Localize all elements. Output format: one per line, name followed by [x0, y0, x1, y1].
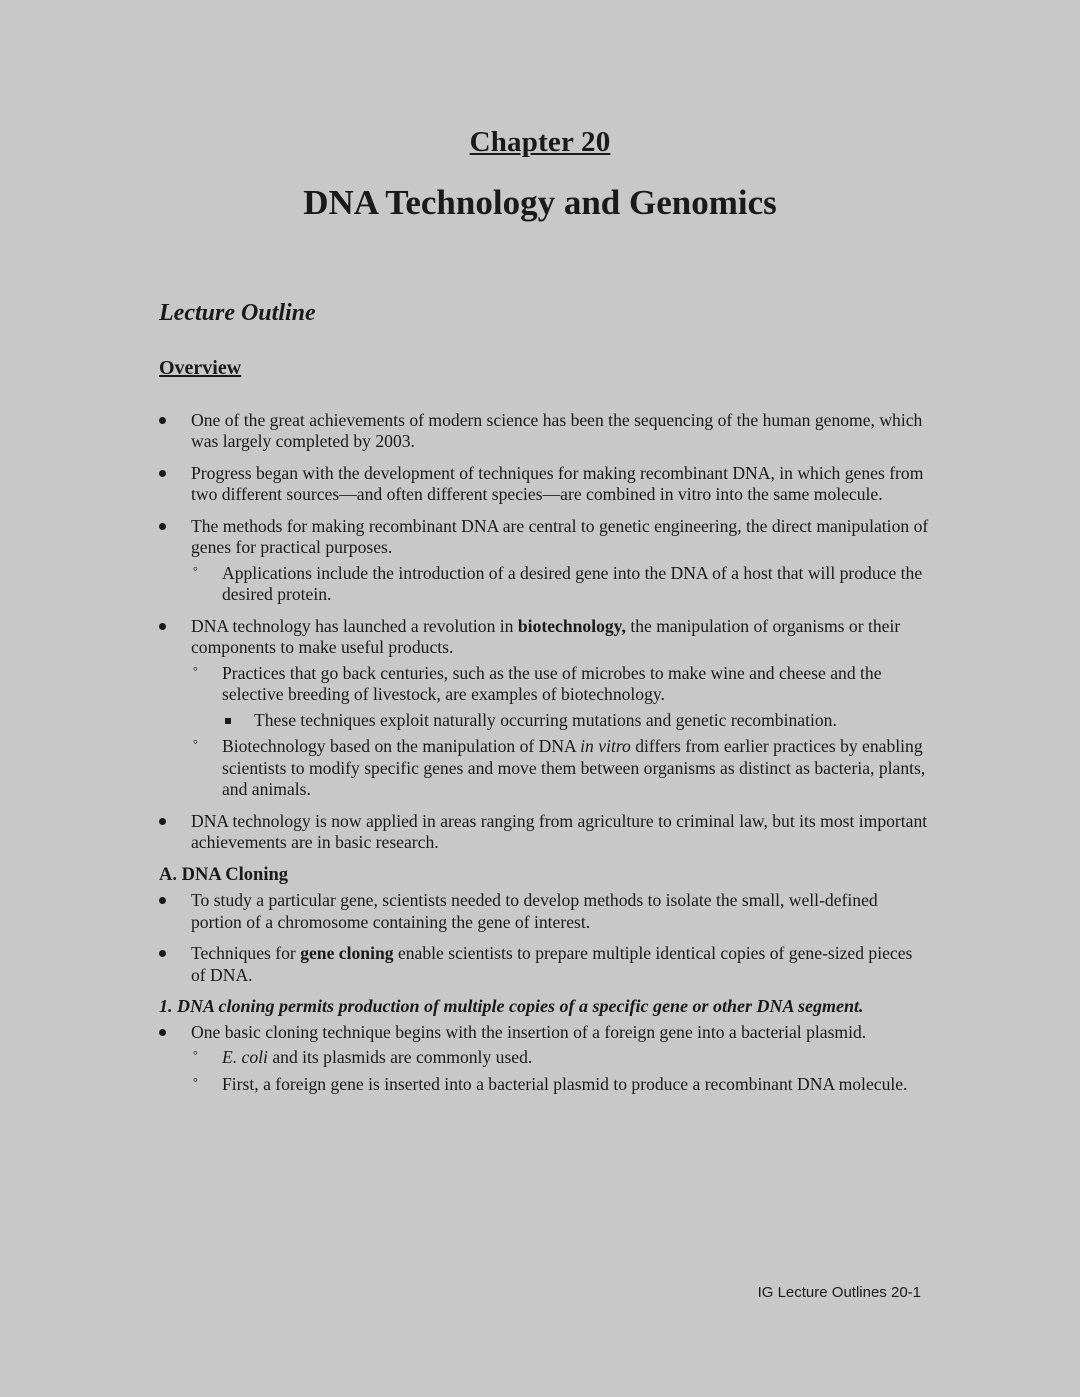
list-item-text: To study a particular gene, scientists needed to develop methods to isolate the small, well-defined portion of a chromosome containing the gene of interest. — [191, 890, 878, 932]
bullet-icon — [159, 950, 166, 957]
term-biotechnology: biotechnology, — [517, 615, 626, 636]
bullet-icon — [159, 523, 166, 530]
list-item-text: One of the great achievements of modern science has been the sequencing of the human genome, which was largely completed by 2003. — [191, 409, 923, 451]
list-item-text: One basic cloning technique begins with the insertion of a foreign gene into a bacterial plasmid. — [191, 1021, 867, 1042]
sub-sub-list-item-text: These techniques exploit naturally occurring mutations and genetic recombination. — [254, 709, 837, 730]
list-item-text: DNA technology is now applied in areas ranging from agriculture to criminal law, but its most important achievements are in basic research. — [191, 810, 928, 852]
text-run: Techniques for — [191, 943, 301, 963]
lecture-outline-heading: Lecture Outline — [159, 300, 316, 326]
subsection-1-heading: 1. DNA cloning permits production of multiple copies of a specific gene or other DNA segment. — [159, 996, 864, 1016]
sub-sub-list-item — [222, 710, 929, 732]
sub-list-item — [191, 1074, 929, 1096]
circle-bullet-icon: ° — [193, 1048, 198, 1062]
term-in-vitro: in vitro — [580, 736, 631, 756]
square-bullet-icon — [225, 718, 231, 724]
text-run: the manipulation of organisms or their components to make useful products. — [191, 615, 901, 657]
chapter-number: Chapter 20 — [469, 126, 611, 158]
bullet-icon — [159, 818, 166, 825]
text-run: differs from earlier practices by enabling scientists to modify specific genes and move them between organisms as distinct as bacteria, plants, and animals. — [222, 736, 926, 799]
text-run: Biotechnology based on the manipulation of DNA — [222, 736, 581, 756]
sub-list-item-text: Applications include the introduction of a desired gene into the DNA of a host that will produce the desired protein. — [222, 562, 923, 604]
bullet-icon — [159, 897, 166, 904]
list-item — [159, 616, 929, 801]
overview-list — [159, 410, 929, 854]
circle-bullet-icon: ° — [193, 663, 198, 678]
list-item — [159, 811, 929, 854]
sub-list-item — [191, 1047, 929, 1069]
list-item — [159, 890, 929, 933]
sub-list — [191, 1047, 929, 1095]
sub-list — [191, 563, 929, 606]
list-item-text: The methods for making recombinant DNA are central to genetic engineering, the direct manipulation of genes for practical purposes. — [191, 515, 929, 557]
term-gene-cloning: gene cloning — [300, 943, 394, 963]
text-run: enable scientists to prepare multiple identical copies of gene-sized pieces of DNA. — [191, 943, 913, 985]
sub-list-item-text: First, a foreign gene is inserted into a bacterial plasmid to produce a recombinant DNA molecule. — [222, 1073, 908, 1094]
bullet-icon — [159, 417, 166, 424]
bullet-icon — [159, 623, 166, 630]
page-footer: IG Lecture Outlines 20-1 — [757, 1284, 921, 1301]
list-item — [159, 516, 929, 606]
circle-bullet-icon: ° — [193, 737, 198, 751]
text-run: DNA technology has launched a revolution in — [191, 615, 518, 636]
list-item — [159, 1022, 929, 1096]
chapter-title: DNA Technology and Genomics — [303, 183, 777, 222]
list-item — [159, 463, 929, 506]
term-e-coli: E. coli — [222, 1047, 268, 1067]
overview-heading: Overview — [159, 357, 242, 379]
list-item — [159, 943, 929, 986]
outline-content — [159, 358, 929, 1105]
list-item-text: Progress began with the development of techniques for making recombinant DNA, in which genes from two different sources—and often different species—are combined in vitro into the same molecule. — [191, 462, 924, 504]
section-a-list — [159, 890, 929, 986]
section-a-heading: A. DNA Cloning — [159, 864, 289, 885]
sub-list-item — [191, 563, 929, 606]
circle-bullet-icon: ° — [193, 563, 198, 578]
bullet-icon — [159, 470, 166, 477]
sub-list-item-text: Practices that go back centuries, such as the use of microbes to make wine and cheese and the selective breeding of livestock, are examples of biotechnology. — [222, 662, 882, 704]
bullet-icon — [159, 1029, 166, 1036]
list-item — [159, 410, 929, 453]
sub-list — [191, 663, 929, 801]
subsection-1-list — [159, 1022, 929, 1096]
text-run: and its plasmids are commonly used. — [267, 1047, 533, 1067]
circle-bullet-icon: ° — [193, 1074, 198, 1089]
sub-sub-list — [222, 710, 929, 732]
sub-list-item — [191, 663, 929, 732]
sub-list-item — [191, 736, 929, 801]
